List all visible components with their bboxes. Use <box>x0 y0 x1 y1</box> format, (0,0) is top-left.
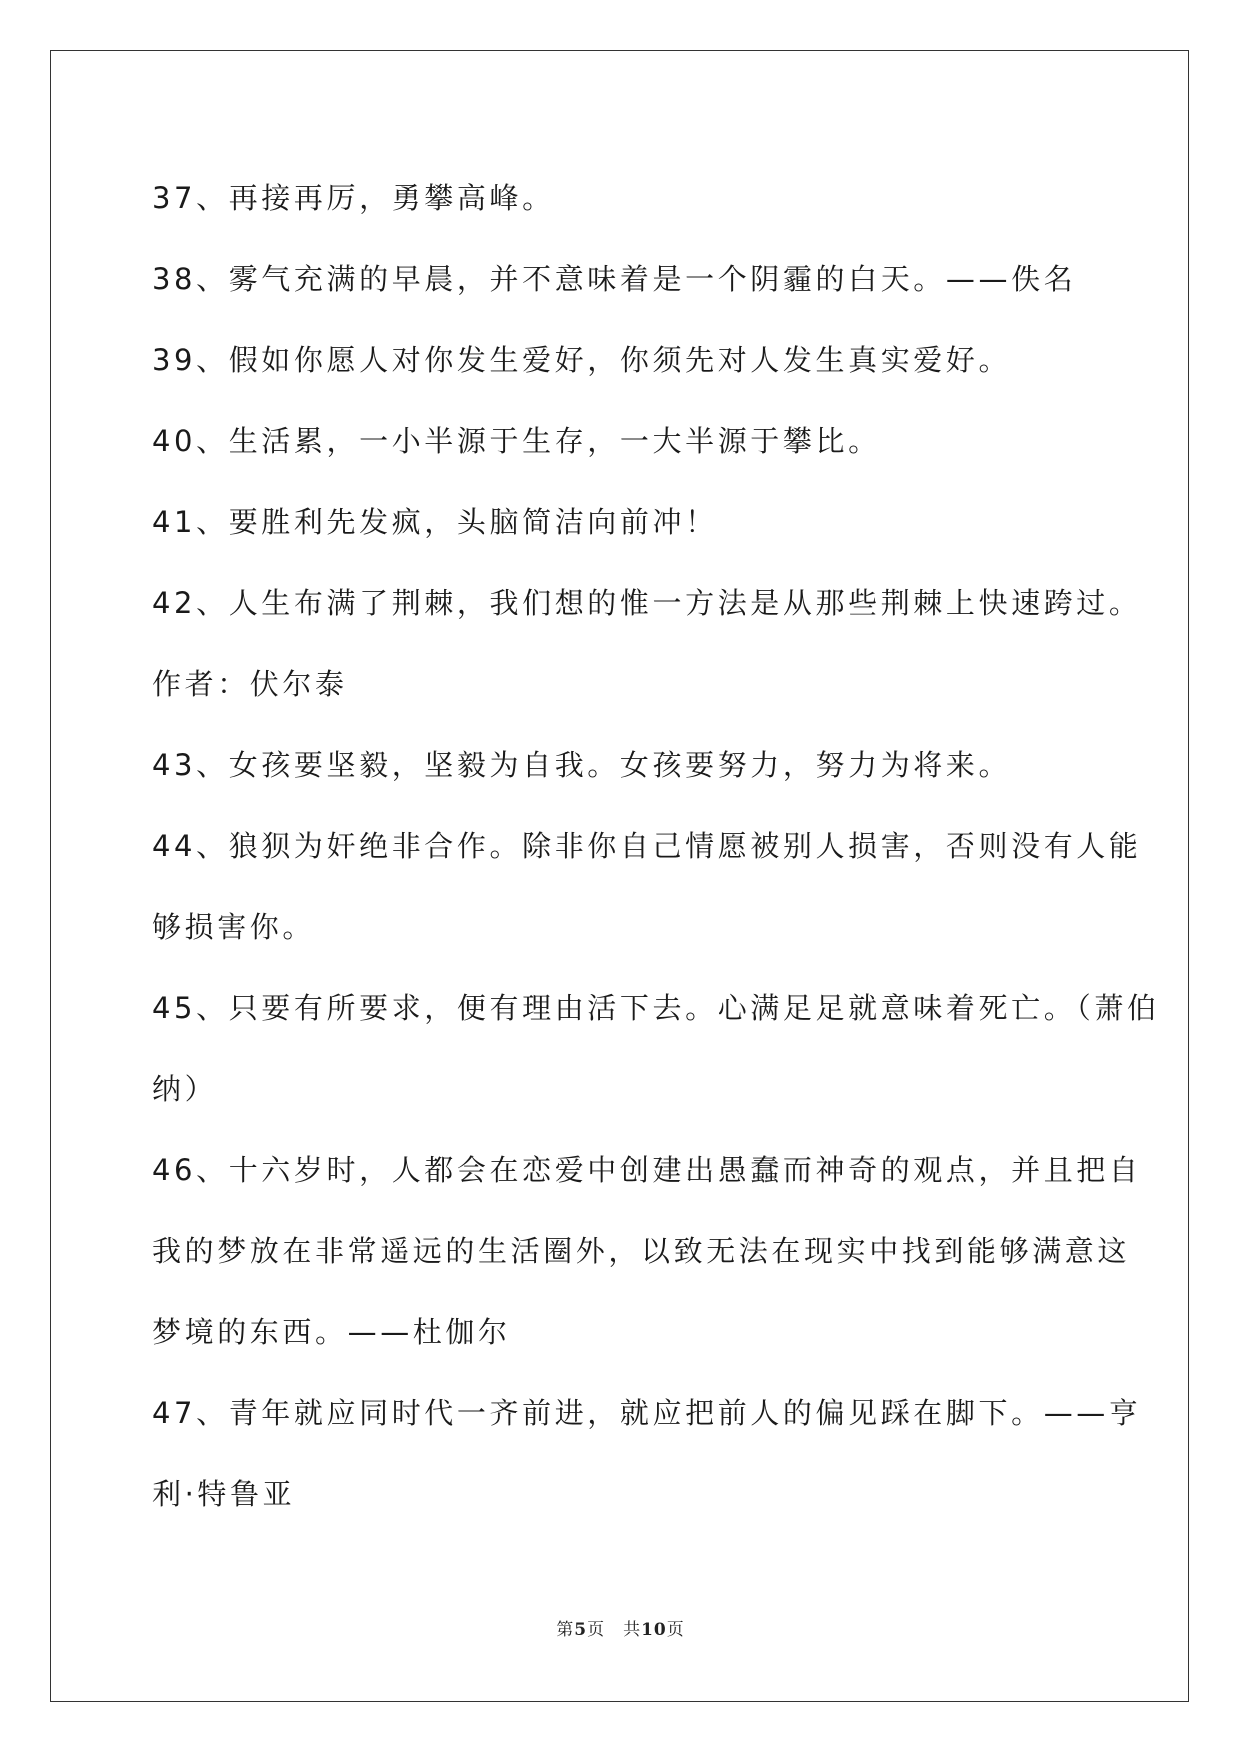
text-line: 44、狼狈为奸绝非合作。除非你自己情愿被别人损害，否则没有人能 <box>152 829 1142 863</box>
text-line: 38、雾气充满的早晨，并不意味着是一个阴霾的白天。——佚名 <box>152 262 1077 296</box>
text-line: 作者：伏尔泰 <box>152 667 348 701</box>
text-line: 43、女孩要坚毅，坚毅为自我。女孩要努力，努力为将来。 <box>152 748 1012 782</box>
page-suffix: 页 <box>587 1620 606 1640</box>
page-prefix: 第 <box>556 1620 575 1640</box>
text-line: 梦境的东西。——杜伽尔 <box>152 1315 511 1349</box>
total-prefix: 共 <box>623 1620 642 1640</box>
page-footer <box>0 1615 1241 1640</box>
total-suffix: 页 <box>666 1620 685 1640</box>
text-line: 42、人生布满了荆棘，我们想的惟一方法是从那些荆棘上快速跨过。 <box>152 586 1142 620</box>
text-line: 我的梦放在非常遥远的生活圈外，以致无法在现实中找到能够满意这 <box>152 1234 1131 1268</box>
text-line: 41、要胜利先发疯，头脑简洁向前冲！ <box>152 505 718 539</box>
text-line: 45、只要有所要求，便有理由活下去。心满足足就意味着死亡。（萧伯 <box>152 991 1160 1025</box>
text-line: 47、青年就应同时代一齐前进，就应把前人的偏见踩在脚下。——亨 <box>152 1396 1142 1430</box>
text-line: 利·特鲁亚 <box>152 1477 296 1511</box>
text-line: 46、十六岁时，人都会在恋爱中创建出愚蠢而神奇的观点，并且把自 <box>152 1153 1142 1187</box>
page-number: 5 <box>574 1620 588 1640</box>
text-line: 37、再接再厉，勇攀高峰。 <box>152 181 555 215</box>
text-line: 够损害你。 <box>152 910 316 944</box>
text-line: 40、生活累，一小半源于生存，一大半源于攀比。 <box>152 424 881 458</box>
total-pages: 10 <box>641 1620 667 1640</box>
document-body <box>152 158 1160 1535</box>
text-line: 39、假如你愿人对你发生爱好，你须先对人发生真实爱好。 <box>152 343 1012 377</box>
text-line: 纳） <box>152 1072 218 1106</box>
